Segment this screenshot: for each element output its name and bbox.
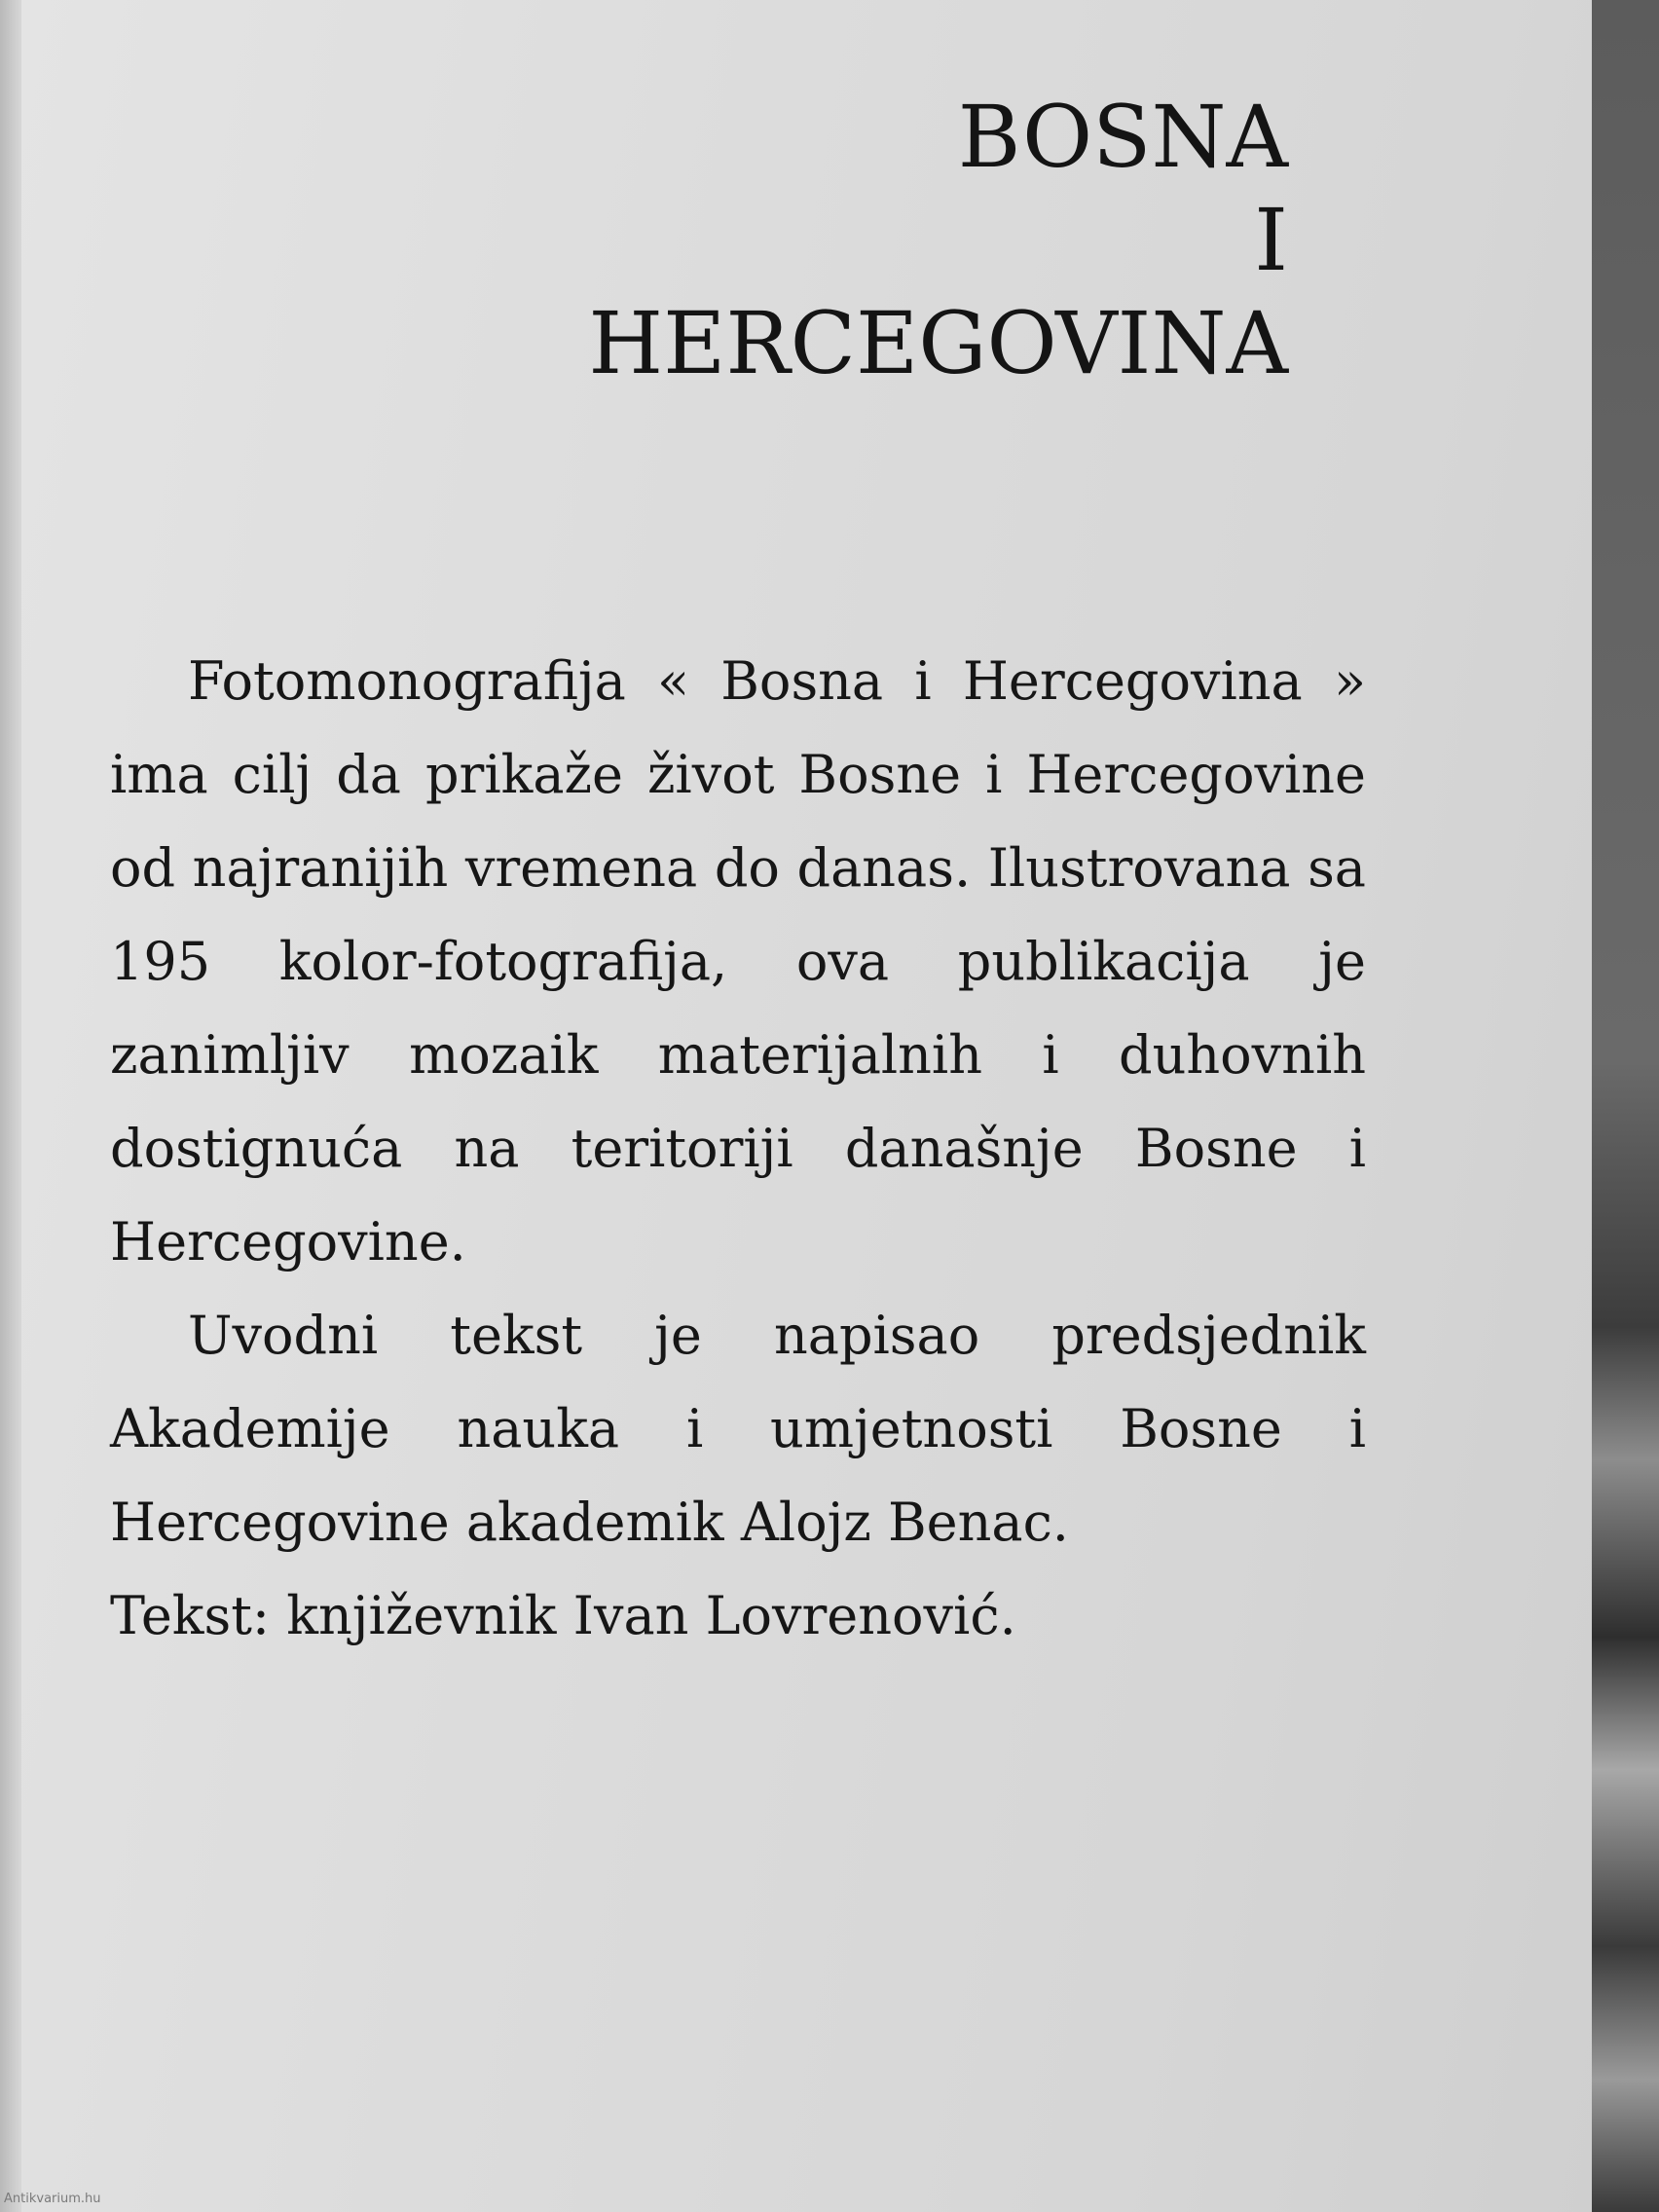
description-text (110, 635, 1366, 1663)
title-line-1: BOSNA (957, 87, 1288, 187)
description-paragraph: Fotomonografija « Bosna i Hercegovina » ima cilj da prikaže život Bosne i Hercegovine od najranijih vremena do danas. Ilustrovana sa 195 kolor-fotografija, ova publikacija je zanimljiv mozaik materijalnih i duhovnih dostignuća na teritoriji današnje Bosne i Hercegovine. (110, 650, 1366, 1272)
adjacent-photo-strip (1592, 0, 1659, 2212)
title-line-2: I (1254, 190, 1288, 290)
watermark: Antikvarium.hu (4, 2192, 101, 2206)
page-edge (0, 0, 21, 2212)
intro-credit-paragraph: Uvodni tekst je napisao predsjednik Akademije nauka i umjetnosti Bosne i Hercegovine akademik Alojz Benac. (110, 1305, 1366, 1553)
title-line-3: HERCEGOVINA (588, 293, 1288, 393)
book-title (588, 86, 1288, 395)
text-credit: Tekst: književnik Ivan Lovrenović. (110, 1585, 1016, 1646)
